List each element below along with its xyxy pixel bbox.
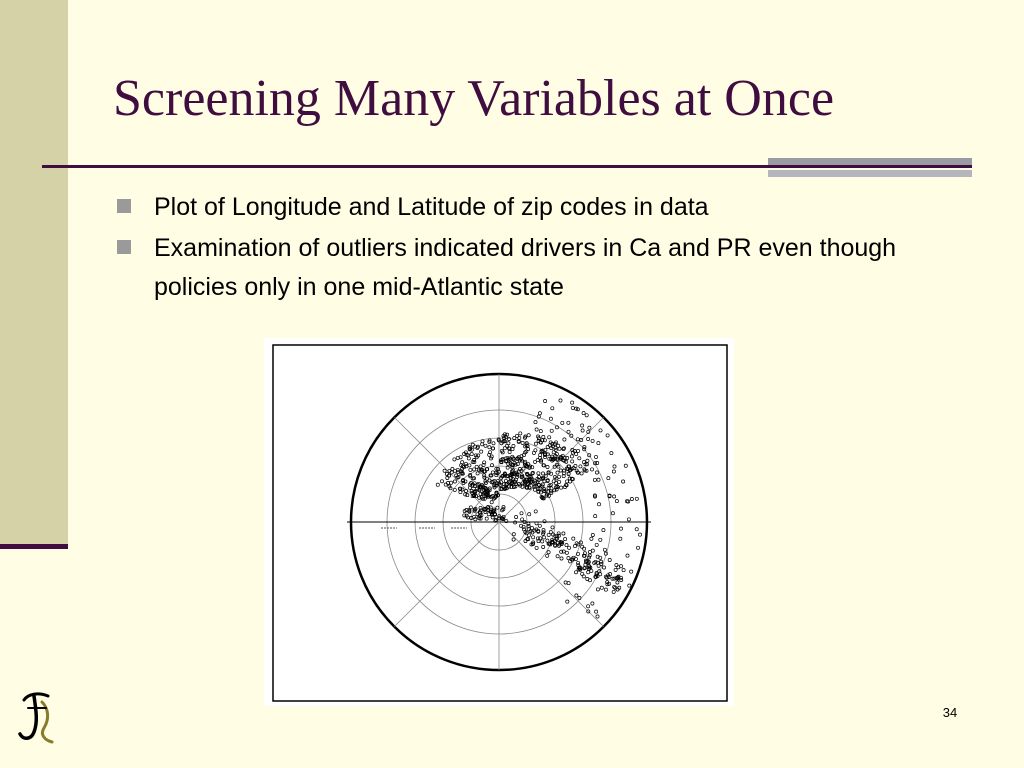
side-bar [0,0,68,545]
side-bar-accent [0,544,68,549]
title-rule [42,165,972,168]
rule-block-upper [768,158,972,165]
square-bullet-icon [117,240,131,254]
page-number: 34 [942,705,958,720]
bullet-text: Examination of outliers indicated drivers in Ca and PR even though policies only in one mid-Atlantic state [154,234,897,301]
bullet-item [113,188,933,227]
js-monogram-icon [14,688,58,746]
polar-plot-figure [264,338,734,706]
bullet-list [113,188,933,309]
polar-grid [347,374,651,670]
bullet-item [113,229,933,307]
rule-block-lower [768,170,972,177]
square-bullet-icon [117,199,131,213]
bullet-text: Plot of Longitude and Latitude of zip codes in data [154,193,709,221]
polar-plot-image [264,338,734,706]
slide-title: Screening Many Variables at Once [113,70,835,127]
